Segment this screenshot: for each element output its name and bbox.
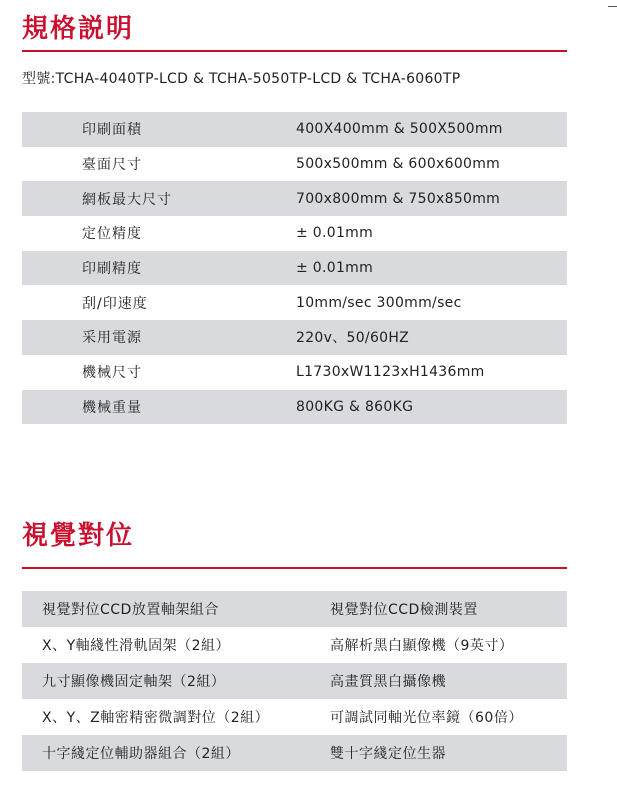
- spec-row: [22, 147, 567, 182]
- spec-row: [22, 390, 567, 425]
- feature-right: 雙十字綫定位生器: [330, 746, 446, 762]
- spec-row: [22, 216, 567, 251]
- vision-section-title: 視覺對位: [22, 521, 135, 551]
- spec-row: [22, 320, 567, 355]
- feature-left: X、Y、Z軸密精密微調對位（2組）: [42, 710, 270, 726]
- specs-section-rule: [22, 50, 567, 52]
- spec-value: 220v、50/60HZ: [296, 330, 410, 347]
- feature-right: 高畫質黑白攝像機: [330, 674, 446, 690]
- feature-left: 十字綫定位輔助器組合（2組）: [42, 746, 240, 762]
- spec-label: 印刷面積: [82, 122, 142, 139]
- feature-row: [22, 663, 567, 699]
- corner-mark: [608, 6, 617, 7]
- spec-value: 400X400mm & 500X500mm: [296, 121, 503, 138]
- feature-table: [22, 591, 567, 771]
- spec-value: ± 0.01mm: [296, 225, 374, 242]
- feature-right: 可調試同軸光位率鏡（60倍）: [330, 710, 523, 726]
- spec-label: 印刷精度: [82, 261, 142, 278]
- spec-value: L1730xW1123xH1436mm: [296, 364, 485, 381]
- feature-left: 九寸顯像機固定軸架（2組）: [42, 674, 226, 690]
- spec-row: [22, 285, 567, 320]
- spec-value: 800KG & 860KG: [296, 398, 414, 415]
- vision-section-rule: [22, 567, 567, 569]
- feature-row: [22, 627, 567, 663]
- spec-table: [22, 112, 567, 424]
- feature-left: 視覺對位CCD放置軸架組合: [42, 602, 219, 618]
- spec-value: ± 0.01mm: [296, 260, 374, 277]
- model-line: 型號:TCHA-4040TP-LCD & TCHA-5050TP-LCD & TCHA-6060TP: [22, 71, 461, 87]
- feature-row: [22, 591, 567, 627]
- feature-right: 視覺對位CCD檢測裝置: [330, 602, 478, 618]
- spec-label: 臺面尺寸: [82, 157, 142, 174]
- spec-label: 網板最大尺寸: [82, 191, 172, 208]
- spec-value: 700x800mm & 750x850mm: [296, 190, 501, 207]
- spec-value: 500x500mm & 600x600mm: [296, 156, 501, 173]
- spec-row: [22, 181, 567, 216]
- spec-row: [22, 355, 567, 390]
- spec-value: 10mm/sec 300mm/sec: [296, 294, 462, 311]
- feature-left: X、Y軸綫性滑軌固架（2組）: [42, 638, 231, 654]
- feature-row: [22, 699, 567, 735]
- spec-label: 采用電源: [82, 330, 142, 347]
- spec-label: 機械尺寸: [82, 365, 142, 382]
- spec-row: [22, 251, 567, 286]
- feature-right: 高解析黑白顯像機（9英寸）: [330, 638, 514, 654]
- spec-row: [22, 112, 567, 147]
- feature-row: [22, 735, 567, 771]
- spec-label: 機械重量: [82, 399, 142, 416]
- specs-section-title: 規格説明: [22, 14, 135, 44]
- spec-label: 刮/印速度: [82, 295, 148, 312]
- spec-label: 定位精度: [82, 226, 142, 243]
